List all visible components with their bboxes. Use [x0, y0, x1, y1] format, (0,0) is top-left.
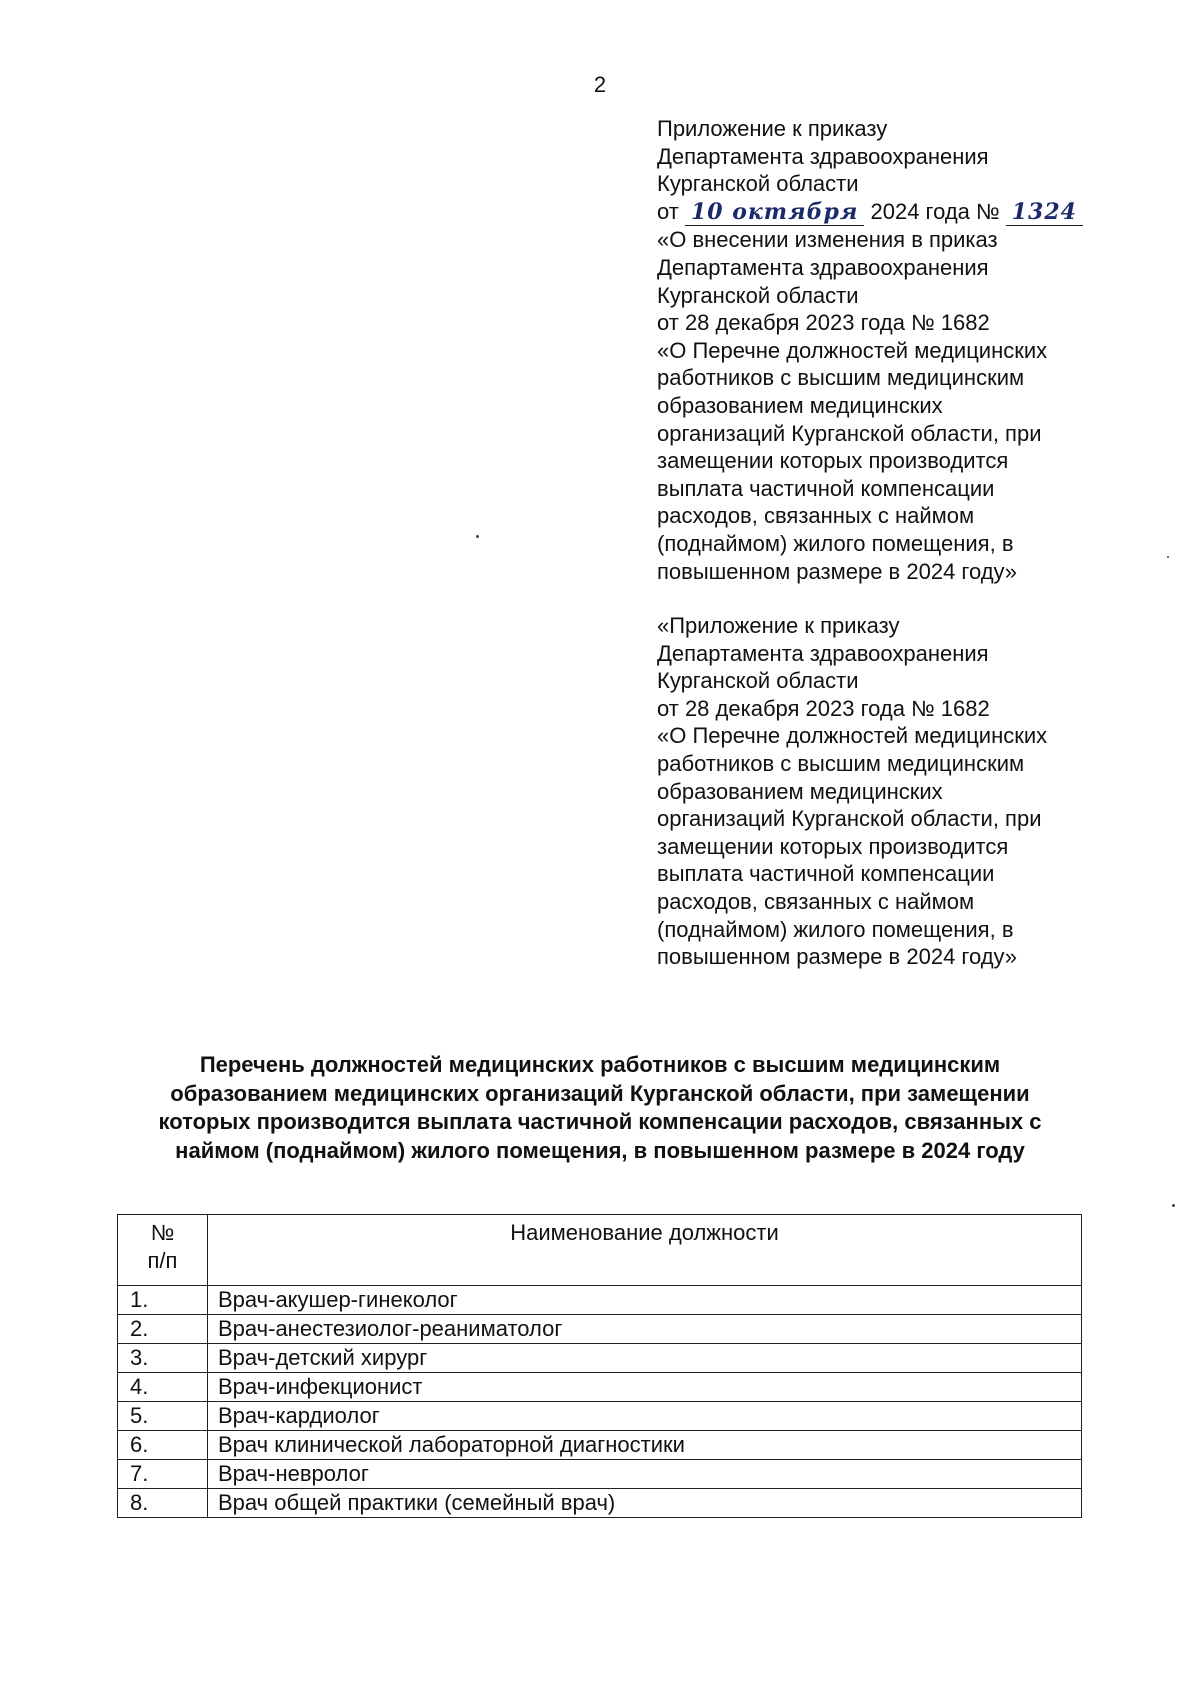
title-line: образованием медицинских организаций Курганской области, при замещении	[170, 1080, 1030, 1106]
date-prefix: от	[657, 198, 679, 224]
appendix-line: работников с высшим медицинским	[657, 365, 1025, 391]
row-position: Врач-инфекционист	[208, 1373, 1082, 1402]
appendix-line: повышенном размере в 2024 году»	[657, 558, 1018, 584]
appendix-line: Курганской области	[657, 282, 859, 308]
positions-table	[117, 1214, 1082, 1518]
row-number: 7.	[118, 1460, 208, 1489]
appendix-line: расходов, связанных с наймом	[657, 503, 975, 529]
appendix-line: от 28 декабря 2023 года № 1682	[657, 695, 990, 721]
row-number: 2.	[118, 1315, 208, 1344]
appendix-line: работников с высшим медицинским	[657, 750, 1025, 776]
scan-speck	[1167, 556, 1169, 558]
order-date-line	[657, 198, 1127, 227]
row-number: 5.	[118, 1402, 208, 1431]
appendix-line: образованием медицинских	[657, 778, 943, 804]
appendix-line: Приложение к приказу	[657, 116, 888, 141]
appendix-line: замещении которых производится	[657, 833, 1009, 859]
handwritten-date: 10 октября	[685, 199, 864, 226]
appendix-line: «О внесении изменения в приказ	[657, 227, 998, 253]
table-row	[118, 1460, 1082, 1489]
row-position: Врач-акушер-гинеколог	[208, 1286, 1082, 1315]
title-line: наймом (поднаймом) жилого помещения, в повышенном размере в 2024 году	[175, 1137, 1025, 1163]
row-number: 8.	[118, 1489, 208, 1518]
header-number	[118, 1215, 208, 1286]
appendix-line: (поднаймом) жилого помещения, в	[657, 530, 1014, 556]
table-row	[118, 1431, 1082, 1460]
row-position: Врач общей практики (семейный врач)	[208, 1489, 1082, 1518]
row-position: Врач-кардиолог	[208, 1402, 1082, 1431]
table-header-row	[118, 1215, 1082, 1286]
page-number: 2	[593, 72, 607, 97]
document-title	[105, 1051, 1095, 1165]
date-mid: 2024 года №	[870, 198, 1000, 224]
header-number-symbol: №	[150, 1220, 175, 1245]
table-row	[118, 1402, 1082, 1431]
appendix-line: выплата частичной компенсации	[657, 475, 995, 501]
appendix-line: организаций Курганской области, при	[657, 420, 1042, 446]
row-position: Врач клинической лабораторной диагностики	[208, 1431, 1082, 1460]
table-row	[118, 1315, 1082, 1344]
scan-speck	[476, 535, 479, 538]
appendix-original	[657, 612, 1127, 971]
row-position: Врач-детский хирург	[208, 1344, 1082, 1373]
appendix-line: Департамента здравоохранения	[657, 640, 989, 666]
table-row	[118, 1373, 1082, 1402]
row-number: 3.	[118, 1344, 208, 1373]
appendix-line: Курганской области	[657, 668, 859, 694]
appendix-line: Курганской области	[657, 171, 859, 197]
table-row	[118, 1489, 1082, 1518]
appendix-line: расходов, связанных с наймом	[657, 888, 975, 914]
scan-speck	[1172, 1204, 1175, 1207]
row-number: 1.	[118, 1286, 208, 1315]
appendix-line: Департамента здравоохранения	[657, 143, 989, 169]
header-position-name	[208, 1215, 1082, 1286]
appendix-line: повышенном размере в 2024 году»	[657, 944, 1018, 970]
appendix-line: от 28 декабря 2023 года № 1682	[657, 310, 990, 336]
appendix-line: «О Перечне должностей медицинских	[657, 723, 1048, 749]
appendix-line: замещении которых производится	[657, 448, 1009, 474]
header-number-abbr: п/п	[147, 1248, 178, 1273]
header-position-label: Наименование должности	[510, 1220, 779, 1245]
table-row	[118, 1344, 1082, 1373]
appendix-line: Департамента здравоохранения	[657, 254, 989, 280]
table-row	[118, 1286, 1082, 1315]
title-line: Перечень должностей медицинских работников с высшим медицинским	[199, 1052, 1001, 1077]
row-position: Врач-анестезиолог-реаниматолог	[208, 1315, 1082, 1344]
appendix-line: «Приложение к приказу	[657, 613, 900, 638]
appendix-line: выплата частичной компенсации	[657, 861, 995, 887]
handwritten-number: 1324	[1006, 199, 1083, 226]
title-line: которых производится выплата частичной компенсации расходов, связанных с	[158, 1109, 1042, 1134]
appendix-current	[657, 115, 1127, 585]
appendix-line: образованием медицинских	[657, 392, 943, 418]
appendix-line: (поднаймом) жилого помещения, в	[657, 916, 1014, 942]
appendix-line: организаций Курганской области, при	[657, 806, 1042, 832]
appendix-line: «О Перечне должностей медицинских	[657, 337, 1048, 363]
row-position: Врач-невролог	[208, 1460, 1082, 1489]
row-number: 4.	[118, 1373, 208, 1402]
row-number: 6.	[118, 1431, 208, 1460]
